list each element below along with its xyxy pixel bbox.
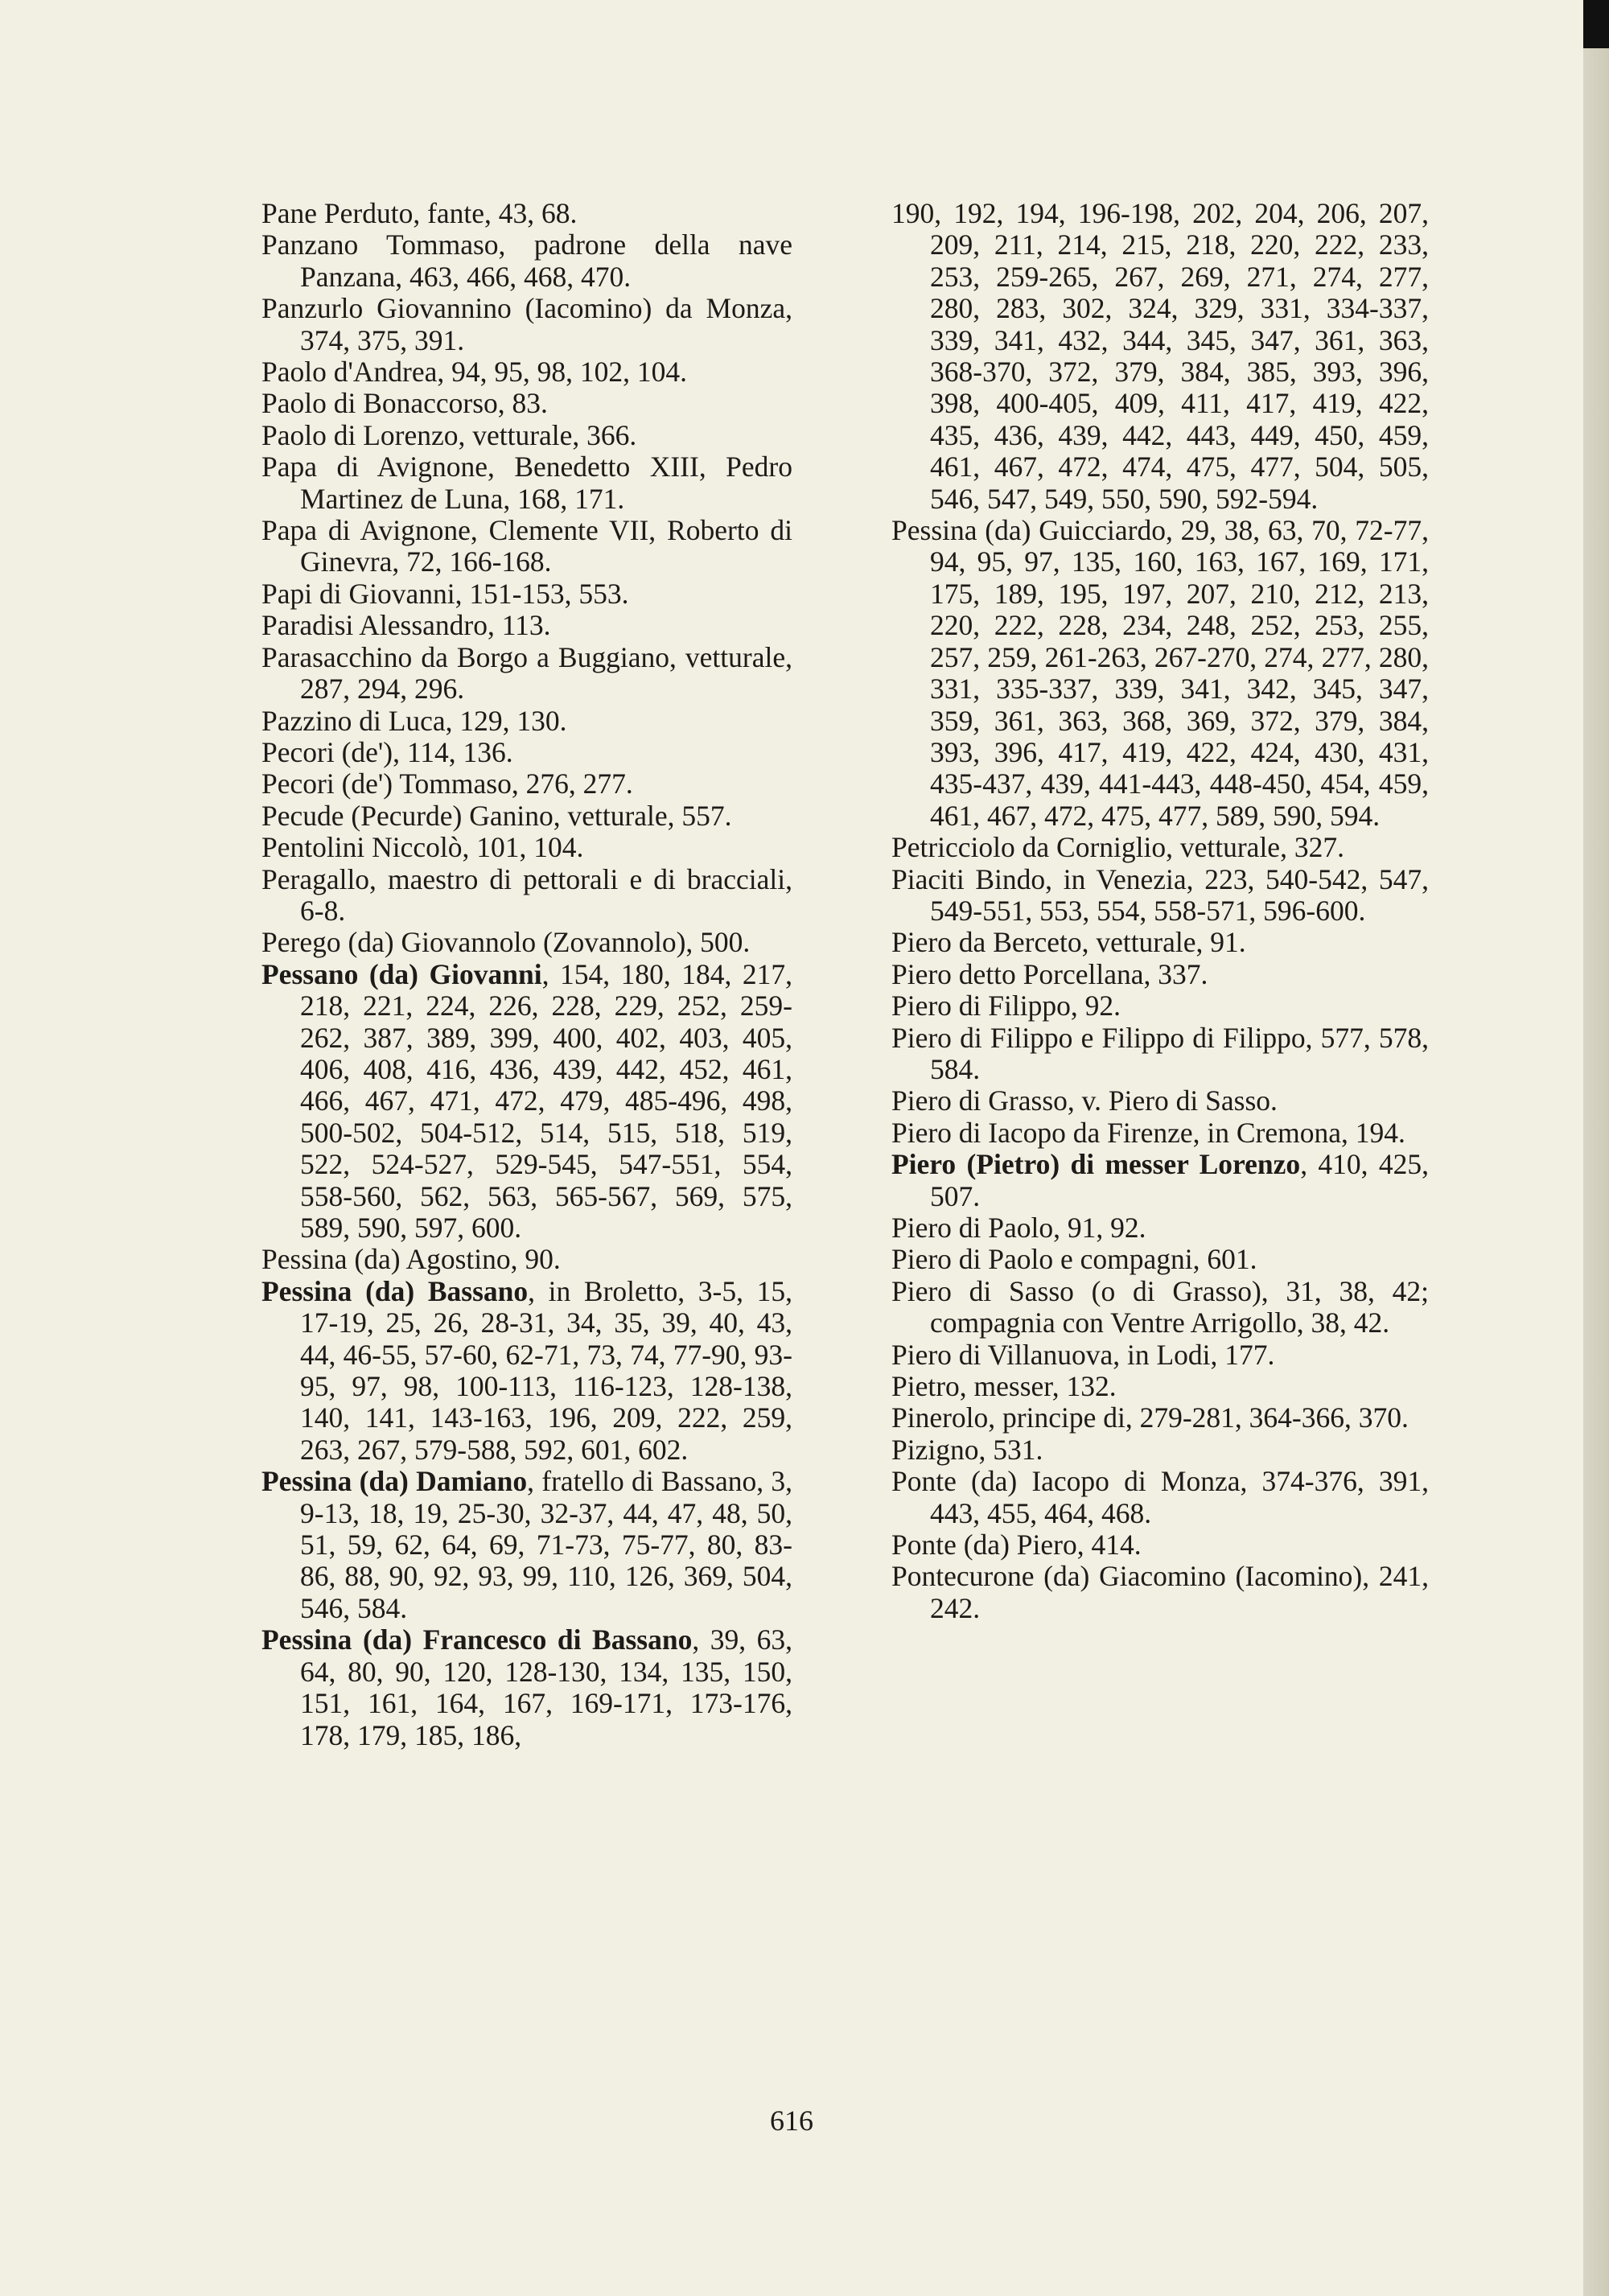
index-entry-text: Pizigno, 531. [891,1433,1043,1466]
index-entry-text: Perego (da) Giovannolo (Zovannolo), 500. [261,926,751,959]
index-entry-text: Piero da Berceto, vetturale, 91. [891,926,1246,959]
index-entry-text: , 39, 63, 64, 80, 90, 120, 128-130, 134, 135, 150, 151, 161, 164, 167, 169-171, 173-176, 178, 179, 185, 186, [300,1623,792,1751]
index-entry [891,1434,1429,1466]
index-entry [891,832,1429,863]
index-entry-text: Papa di Avignone, Benedetto XIII, Pedro Martinez de Luna, 168, 171. [261,451,792,515]
index-entry [891,1371,1429,1402]
index-entry [261,198,792,229]
index-entry-text: Pane Perduto, fante, 43, 68. [261,197,578,229]
index-entry-heading: Pessina (da) Bassano [261,1274,529,1307]
index-entry-text: Pentolini Niccolò, 101, 104. [261,831,584,864]
index-entry-text: Paolo di Lorenzo, vetturale, 366. [261,418,637,451]
index-entry [261,578,792,610]
index-entry [261,832,792,863]
index-entry-heading: Pessano (da) Giovanni [261,957,542,990]
next-page-edge [1583,48,1609,2296]
index-entry [891,959,1429,990]
index-entry-heading: Pessina (da) Damiano [261,1465,528,1498]
index-entry [261,864,792,928]
index-entry-text: Piero detto Porcellana, 337. [891,957,1208,990]
index-entry [261,1466,792,1624]
index-entry [891,990,1429,1022]
index-entry [261,356,792,388]
index-entry-text: Pessina (da) Agostino, 90. [261,1243,561,1276]
index-entry-text: , 410, 425, 507. [930,1148,1430,1212]
index-entry-heading: Piero (Pietro) di messer Lorenzo [891,1148,1301,1181]
index-entry-text: Piero di Villanuova, in Lodi, 177. [891,1338,1275,1371]
index-entry [891,1402,1429,1434]
index-entry [891,1466,1429,1529]
index-entry [261,388,792,419]
index-entry [891,1149,1429,1212]
index-entry [891,1244,1429,1275]
index-entry [261,515,792,578]
index-entry [261,927,792,958]
index-entry-text: Peragallo, maestro di pettorali e di bracciali, 6-8. [261,862,792,927]
index-entry-text: , in Broletto, 3-5, 15, 17-19, 25, 26, 28-31, 34, 35, 39, 40, 43, 44, 46-55, 57-60, 62-71, 73, 74, 77-90, 93-95, 97, 98, 100-113, 116-123, 128-138, 140, 141, 143-163, 196, 209, 222, 259, 263, 267, 579-588, 592, 601, 602. [300,1274,792,1466]
index-entry-text: Petricciolo da Corniglio, vetturale, 327. [891,831,1344,864]
index-entry [891,927,1429,958]
index-entry [261,610,792,641]
index-entry-text: Pecori (de'), 114, 136. [261,735,513,768]
index-entry [261,959,792,1245]
index-entry [261,420,792,451]
index-entry-text: Pinerolo, principe di, 279-281, 364-366, 370. [891,1401,1409,1434]
index-entry [261,768,792,800]
index-entry-text: Papa di Avignone, Clemente VII, Roberto di Ginevra, 72, 166-168. [261,514,792,578]
index-entry-text: Paolo di Bonaccorso, 83. [261,387,548,420]
index-entry [891,1212,1429,1244]
index-entry [891,1529,1429,1561]
index-entry-text: Panzurlo Giovannino (Iacomino) da Monza, 374, 375, 391. [261,292,792,356]
index-entry-text: Pontecurone (da) Giacomino (Iacomino), 241, 242. [891,1560,1429,1624]
index-entry [261,229,792,293]
index-entry [891,1561,1429,1624]
index-entry-text: Piero di Iacopo da Firenze, in Cremona, 194. [891,1116,1405,1149]
index-entry-text: Piero di Paolo, 91, 92. [891,1212,1146,1244]
page-edge-shadow [1583,0,1609,48]
index-entry-text: Piero di Grasso, v. Piero di Sasso. [891,1084,1278,1117]
index-entry-heading: Pessina (da) Francesco di Bassano [261,1623,693,1656]
index-entry-text: , fratello di Bassano, 3, 9-13, 18, 19, 25-30, 32-37, 44, 47, 48, 50, 51, 59, 62, 64, 69, 71-73, 75-77, 80, 83-86, 88, 90, 92, 93, 99, 110, 126, 369, 504, 546, 584. [300,1465,792,1624]
index-entry-text: 190, 192, 194, 196-198, 202, 204, 206, 207, 209, 211, 214, 215, 218, 220, 222, 233, 253, 259-265, 267, 269, 271, 274, 277, 280, 283, 302, 324, 329, 331, 334-337, 339, 341, 432, 344, 345, 347, 361, 363, 368-370, 372, 379, 384, 385, 393, 396, 398, 400-405, 409, 411, 417, 419, 422, 435, 436, 439, 442, 443, 449, 450, 459, 461, 467, 472, 474, 475, 477, 504, 505, 546, 547, 549, 550, 590, 592-594. [891,197,1429,515]
index-entry [891,515,1429,832]
index-entry [891,198,1429,515]
index-entry [261,1244,792,1275]
index-entry [261,737,792,768]
index-entry [891,1023,1429,1086]
index-entry-text: Pecude (Pecurde) Ganino, vetturale, 557. [261,799,732,832]
index-column-right [891,198,1429,1624]
index-entry-text: Piero di Filippo e Filippo di Filippo, 577, 578, 584. [891,1021,1429,1085]
index-entry [261,1276,792,1466]
page-number: 616 [770,2105,813,2137]
index-entry [891,1085,1429,1117]
index-entry-text: Pessina (da) Guicciardo, 29, 38, 63, 70, 72-77, 94, 95, 97, 135, 160, 163, 167, 169, 171, 175, 189, 195, 197, 207, 210, 212, 213, 220, 222, 228, 234, 248, 252, 253, 255, 257, 259, 261-263, 267-270, 274, 277, 280, 331, 335-337, 339, 341, 342, 345, 347, 359, 361, 363, 368, 369, 372, 379, 384, 393, 396, 417, 419, 422, 424, 430, 431, 435-437, 439, 441-443, 448-450, 454, 459, 461, 467, 472, 475, 477, 589, 590, 594. [891,514,1429,832]
index-entry [261,293,792,356]
index-entry [261,451,792,515]
index-entry [891,1117,1429,1149]
index-entry-text: Piero di Paolo e compagni, 601. [891,1243,1257,1276]
index-entry-text: Piaciti Bindo, in Venezia, 223, 540-542, 547, 549-551, 553, 554, 558-571, 596-600. [891,862,1429,927]
index-entry-text: Pazzino di Luca, 129, 130. [261,704,567,737]
index-entry [891,1339,1429,1371]
index-entry-text: Paolo d'Andrea, 94, 95, 98, 102, 104. [261,356,687,389]
index-entry-text: Piero di Filippo, 92. [891,990,1121,1023]
index-entry-text: Pecori (de') Tommaso, 276, 277. [261,767,633,800]
index-entry [261,706,792,737]
index-entry-text: Ponte (da) Piero, 414. [891,1529,1142,1562]
index-entry-text: Pietro, messer, 132. [891,1370,1117,1403]
index-entry-text: Panzano Tommaso, padrone della nave Panzana, 463, 466, 468, 470. [261,228,792,293]
index-entry [261,1624,792,1751]
index-entry-text: Piero di Sasso (o di Grasso), 31, 38, 42; compagnia con Ventre Arrigollo, 38, 42. [891,1274,1429,1339]
index-entry [261,642,792,706]
index-column-left [261,198,792,1751]
index-entry [261,800,792,832]
index-entry [891,1276,1429,1339]
index-entry-text: Papi di Giovanni, 151-153, 553. [261,577,629,610]
index-entry [891,864,1429,928]
index-entry-text: , 154, 180, 184, 217, 218, 221, 224, 226, 228, 229, 252, 259-262, 387, 389, 399, 400, 402, 403, 405, 406, 408, 416, 436, 439, 442, 452, 461, 466, 467, 471, 472, 479, 485-496, 498, 500-502, 504-512, 514, 515, 518, 519, 522, 524-527, 529-545, 547-551, 554, 558-560, 562, 563, 565-567, 569, 575, 589, 590, 597, 600. [300,957,792,1244]
index-entry-text: Ponte (da) Iacopo di Monza, 374-376, 391, 443, 455, 464, 468. [891,1465,1429,1529]
index-entry-text: Parasacchino da Borgo a Buggiano, vetturale, 287, 294, 296. [261,640,792,706]
index-entry-text: Paradisi Alessandro, 113. [261,609,551,642]
